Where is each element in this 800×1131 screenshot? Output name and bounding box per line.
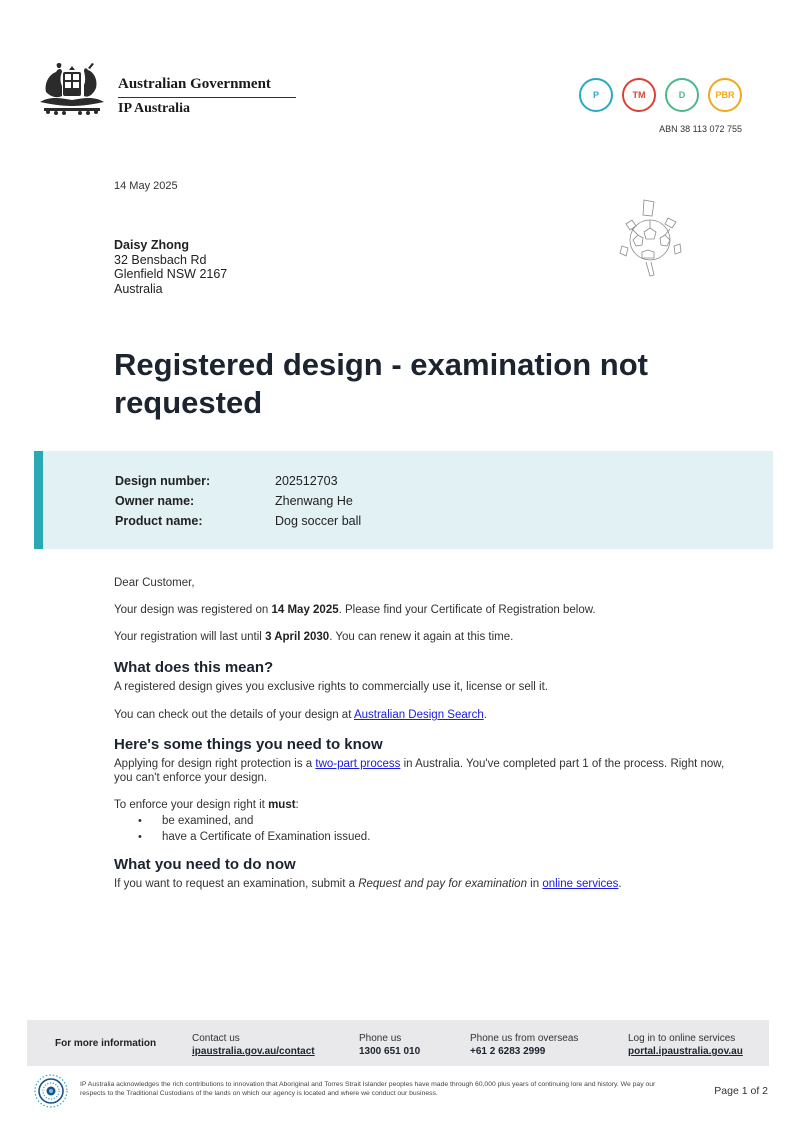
logo-divider <box>118 97 296 98</box>
soccer-ball-design-icon <box>618 196 682 280</box>
text-segment: . Please find your Certificate of Registration below. <box>338 604 596 616</box>
heading-what-does-this-mean: What does this mean? <box>114 659 274 676</box>
letter-date: 14 May 2025 <box>114 180 178 192</box>
form-name: Request and pay for examination <box>358 878 527 890</box>
apply-paragraph <box>114 758 734 785</box>
expiry-paragraph <box>114 631 734 645</box>
ip-rights-icons <box>579 78 742 112</box>
text-segment: Applying for design right protection is a <box>114 758 316 770</box>
recipient-country: Australia <box>114 281 163 296</box>
contact-footer <box>27 1020 769 1066</box>
footer-contact <box>192 1032 315 1058</box>
detail-value: Zhenwang He <box>275 494 353 508</box>
text-segment: : <box>295 799 299 811</box>
list-item: • be examined, and <box>138 813 370 829</box>
recipient-name: Daisy Zhong <box>114 238 190 252</box>
footer-label: Phone us <box>359 1033 402 1044</box>
registration-date: 14 May 2025 <box>271 604 339 616</box>
heading-what-to-do: What you need to do now <box>114 856 296 873</box>
text-segment: . <box>483 709 487 721</box>
design-details-panel <box>34 451 773 549</box>
detail-value: Dog soccer ball <box>275 514 362 528</box>
ip-icon-p: P <box>579 78 613 112</box>
recipient-address <box>114 238 227 296</box>
government-name: Australian Government <box>118 76 271 92</box>
contact-link[interactable]: ipaustralia.gov.au/contact <box>192 1046 315 1057</box>
phone-number: 1300 651 010 <box>359 1046 421 1057</box>
text-segment: Your design was registered on <box>114 604 272 616</box>
text-segment: Your registration will last until <box>114 631 266 643</box>
page-title: Registered design - examination not requested <box>114 347 648 420</box>
check-paragraph <box>114 709 734 723</box>
detail-label: Owner name: <box>115 494 195 508</box>
footer-label: Contact us <box>192 1033 240 1044</box>
enforce-paragraph <box>114 799 734 813</box>
indigenous-artwork-icon <box>33 1073 69 1109</box>
ip-icon-d: D <box>665 78 699 112</box>
acknowledgement-of-country: IP Australia acknowledges the rich contributions to innovation that Aboriginal and Torres Strait Islander peoples have made through 60,000 plus years of continuing lore and history. We pay our respects to the Traditional Custodians of the lands on which our agency is located and where we conduct our business. <box>80 1081 656 1097</box>
footer-label: Phone us from overseas <box>470 1033 579 1044</box>
detail-label: Design number: <box>115 474 211 488</box>
requirements-list <box>138 813 370 845</box>
footer-phone-overseas <box>470 1032 578 1058</box>
recipient-city: Glenfield NSW 2167 <box>114 267 228 281</box>
emphasis-must: must <box>268 799 296 811</box>
text-segment: in Australia. You've completed part 1 of the process. Right now, you can't enforce your design. <box>114 758 725 784</box>
online-services-link[interactable]: online services <box>542 878 619 890</box>
ip-icon-pbr: PBR <box>708 78 742 112</box>
ip-icon-tm: TM <box>622 78 656 112</box>
recipient-street: 32 Bensbach Rd <box>114 252 207 267</box>
more-info-label: For more information <box>55 1038 157 1049</box>
detail-label: Product name: <box>115 514 203 528</box>
greeting: Dear Customer, <box>114 577 195 589</box>
rights-paragraph: A registered design gives you exclusive rights to commercially use it, license or sell it. <box>114 681 548 693</box>
government-logo <box>34 62 274 122</box>
footer-label: Log in to online services <box>628 1033 736 1044</box>
text-segment: . <box>618 878 622 890</box>
abn-number: ABN 38 113 072 755 <box>659 124 742 134</box>
two-part-process-link[interactable]: two-part process <box>315 758 401 770</box>
registered-paragraph <box>114 604 734 618</box>
text-segment: If you want to request an examination, submit a <box>114 878 359 890</box>
text-segment: You can check out the details of your design at <box>114 709 354 721</box>
coat-of-arms-icon <box>34 62 110 120</box>
detail-value: 202512703 <box>275 474 338 488</box>
expiry-date: 3 April 2030 <box>265 631 330 643</box>
portal-link[interactable]: portal.ipaustralia.gov.au <box>628 1046 743 1057</box>
heading-things-to-know: Here's some things you need to know <box>114 736 383 753</box>
overseas-phone-number: +61 2 6283 2999 <box>470 1046 546 1057</box>
agency-name: IP Australia <box>118 101 190 116</box>
design-search-link[interactable]: Australian Design Search <box>353 709 484 721</box>
text-segment: in <box>526 878 543 890</box>
footer-portal <box>628 1032 743 1058</box>
list-item: • have a Certificate of Examination issued. <box>138 829 370 845</box>
page-number: Page 1 of 2 <box>714 1085 768 1097</box>
text-segment: . You can renew it again at this time. <box>329 631 514 643</box>
text-segment: To enforce your design right it <box>114 799 269 811</box>
footer-phone <box>359 1032 420 1058</box>
request-paragraph <box>114 878 734 892</box>
